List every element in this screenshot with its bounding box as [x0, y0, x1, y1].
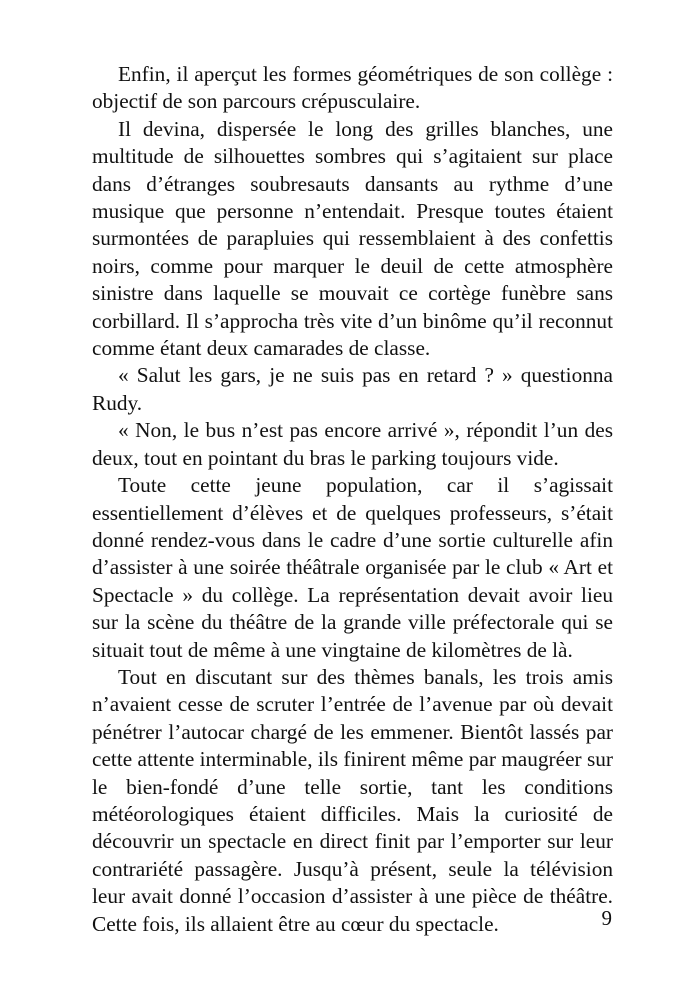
paragraph-6: Tout en discutant sur des thèmes banals, les trois amis n’avaient cesse de scruter l’entrée de l’avenue par où devait pénétrer l’autocar chargé de les emmener. Bientôt lassés par cette attente interminable, ils finirent même par maugréer sur le bien-fondé d’une telle sortie, tant les conditions météorologiques étaient difficiles. Mais la curiosité de découvrir un spectacle en direct finit par l’emporter sur leur contrariété passagère. Jusqu’à présent, seule la télévision leur avait donné l’occasion d’assister à une pièce de théâtre. Cette fois, ils allaient être au cœur du spectacle. — [92, 664, 613, 936]
paragraph-5: Toute cette jeune population, car il s’agissait essentiellement d’élèves et de quelques professeurs, s’était donné rendez-vous dans le cadre d’une sortie culturelle afin d’assister à une soirée théâtrale organisée par le club « Art et Spectacle » du collège. La représentation devait avoir lieu sur la scène du théâtre de la grande ville préfectorale qui se situait tout de même à une vingtaine de kilomètres de là. — [92, 473, 613, 662]
body-text — [92, 61, 613, 938]
paragraph-4: « Non, le bus n’est pas encore arrivé », répondit l’un des deux, tout en pointant du bras le parking toujours vide. — [92, 418, 613, 470]
paragraph-3: « Salut les gars, je ne suis pas en retard ? » questionna Rudy. — [92, 363, 613, 415]
page-number: 9 — [601, 906, 612, 930]
paragraph-2: Il devina, dispersée le long des grilles blanches, une multitude de silhouettes sombres qui s’agitaient sur place dans d’étranges soubresauts dansants au rythme d’une musique que personne n’entendait. Presque toutes étaient surmontées de parapluies qui ressemblaient à des confettis noirs, comme pour marquer le deuil de cette atmosphère sinistre dans laquelle se mouvait ce cortège funèbre sans corbillard. Il s’approcha très vite d’un binôme qu’il reconnut comme étant deux camarades de classe. — [92, 116, 613, 361]
paragraph-1: Enfin, il aperçut les formes géométriques de son collège : objectif de son parcours crépusculaire. — [92, 62, 613, 114]
